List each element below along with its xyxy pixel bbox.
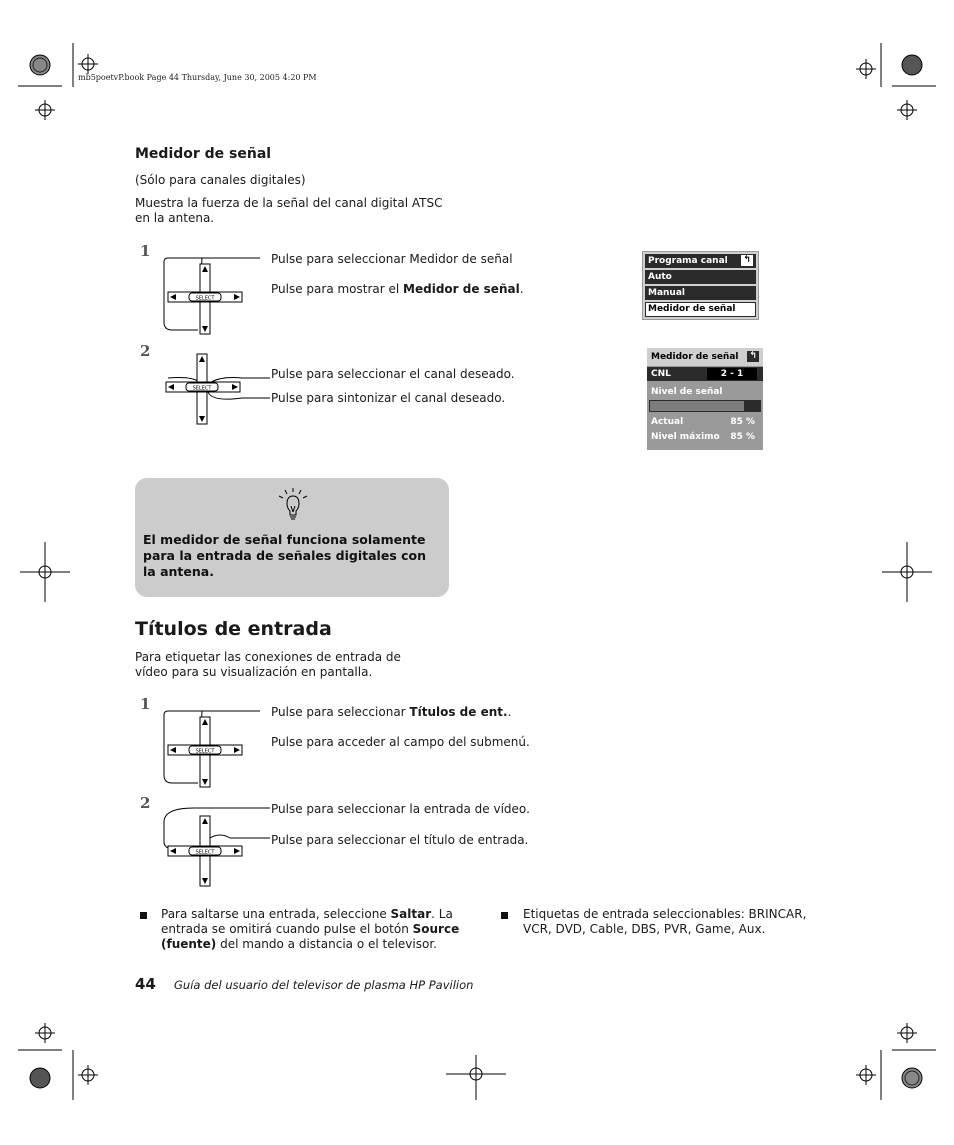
dpad-horizontal-diagram (160, 350, 280, 430)
step-number: 1 (140, 695, 151, 713)
osd-current-value: 85 % (730, 417, 755, 427)
osd-channel-value: 2 - 1 (707, 368, 757, 380)
step2-instruction-1: Pulse para seleccionar la entrada de vídeo. (271, 802, 530, 816)
select-label: SELECT (192, 385, 212, 392)
page-number: 44 (135, 975, 156, 993)
section-subtitle: (Sólo para canales digitales) (135, 173, 306, 187)
section-heading-signal-meter: Medidor de señal (135, 146, 272, 162)
step-number: 1 (140, 242, 151, 260)
bullet-skip-input: Para saltarse una entrada, seleccione Saltar. La entrada se omitirá cuando pulse el botón Source (fuente) del mando a distancia o el televisor. (161, 907, 460, 951)
osd-current-label: Actual (651, 417, 684, 427)
section-description: Muestra la fuerza de la señal del canal digital ATSC en la antena. (135, 196, 443, 225)
bullet-input-labels: Etiquetas de entrada seleccionables: BRINCAR, VCR, DVD, Cable, DBS, PVR, Game, Aux. (523, 907, 807, 936)
signal-level-fill (650, 401, 744, 411)
osd-program-channel-menu (642, 251, 759, 320)
tip-text: El medidor de señal funciona solamente para la entrada de señales digitales con la antena. (143, 532, 427, 579)
osd-max-value: 85 % (730, 432, 755, 442)
back-arrow-icon[interactable]: ↰ (747, 351, 759, 362)
osd-menu-item[interactable]: Manual (645, 286, 756, 300)
signal-level-bar (649, 400, 761, 412)
step1-instruction-1: Pulse para seleccionar Medidor de señal (271, 252, 513, 266)
footer-guide-title: Guía del usuario del televisor de plasma HP Pavilion (174, 978, 474, 992)
dpad-horizontal-diagram (160, 802, 280, 892)
step1-instruction-1: Pulse para seleccionar Títulos de ent.. (271, 705, 512, 719)
bullet-marker (501, 912, 508, 919)
step1-instruction-2: Pulse para acceder al campo del submenú. (271, 735, 530, 749)
step1-instruction-2: Pulse para mostrar el Medidor de señal. (271, 282, 524, 296)
osd-channel-label: CNL (651, 369, 671, 379)
section-heading-input-titles: Títulos de entrada (135, 618, 332, 640)
select-label: SELECT (195, 849, 215, 856)
osd-meter-title: Medidor de señal (651, 352, 739, 362)
osd-menu-item[interactable]: Auto (645, 270, 756, 284)
step-number: 2 (140, 342, 151, 360)
step2-instruction-1: Pulse para seleccionar el canal deseado. (271, 367, 515, 381)
bullet-marker (140, 912, 147, 919)
lightbulb-icon (273, 486, 313, 526)
osd-signal-meter (647, 348, 763, 450)
osd-menu-title: Programa canal (648, 256, 728, 266)
tip-box (135, 478, 449, 597)
osd-signal-label: Nivel de señal (651, 387, 723, 397)
osd-menu-item-selected[interactable]: Medidor de señal (645, 302, 756, 317)
book-info-header: mb5poetvP.book Page 44 Thursday, June 30, 2005 4:20 PM (78, 73, 317, 82)
step-number: 2 (140, 794, 151, 812)
select-label: SELECT (195, 748, 215, 755)
osd-max-label: Nivel máximo (651, 432, 720, 442)
select-label: SELECT (195, 295, 215, 302)
step2-instruction-2: Pulse para sintonizar el canal deseado. (271, 391, 506, 405)
back-arrow-icon[interactable]: ↰ (741, 255, 753, 266)
step2-instruction-2: Pulse para seleccionar el título de entrada. (271, 833, 529, 847)
section-description: Para etiquetar las conexiones de entrada de vídeo para su visualización en pantalla. (135, 650, 401, 679)
